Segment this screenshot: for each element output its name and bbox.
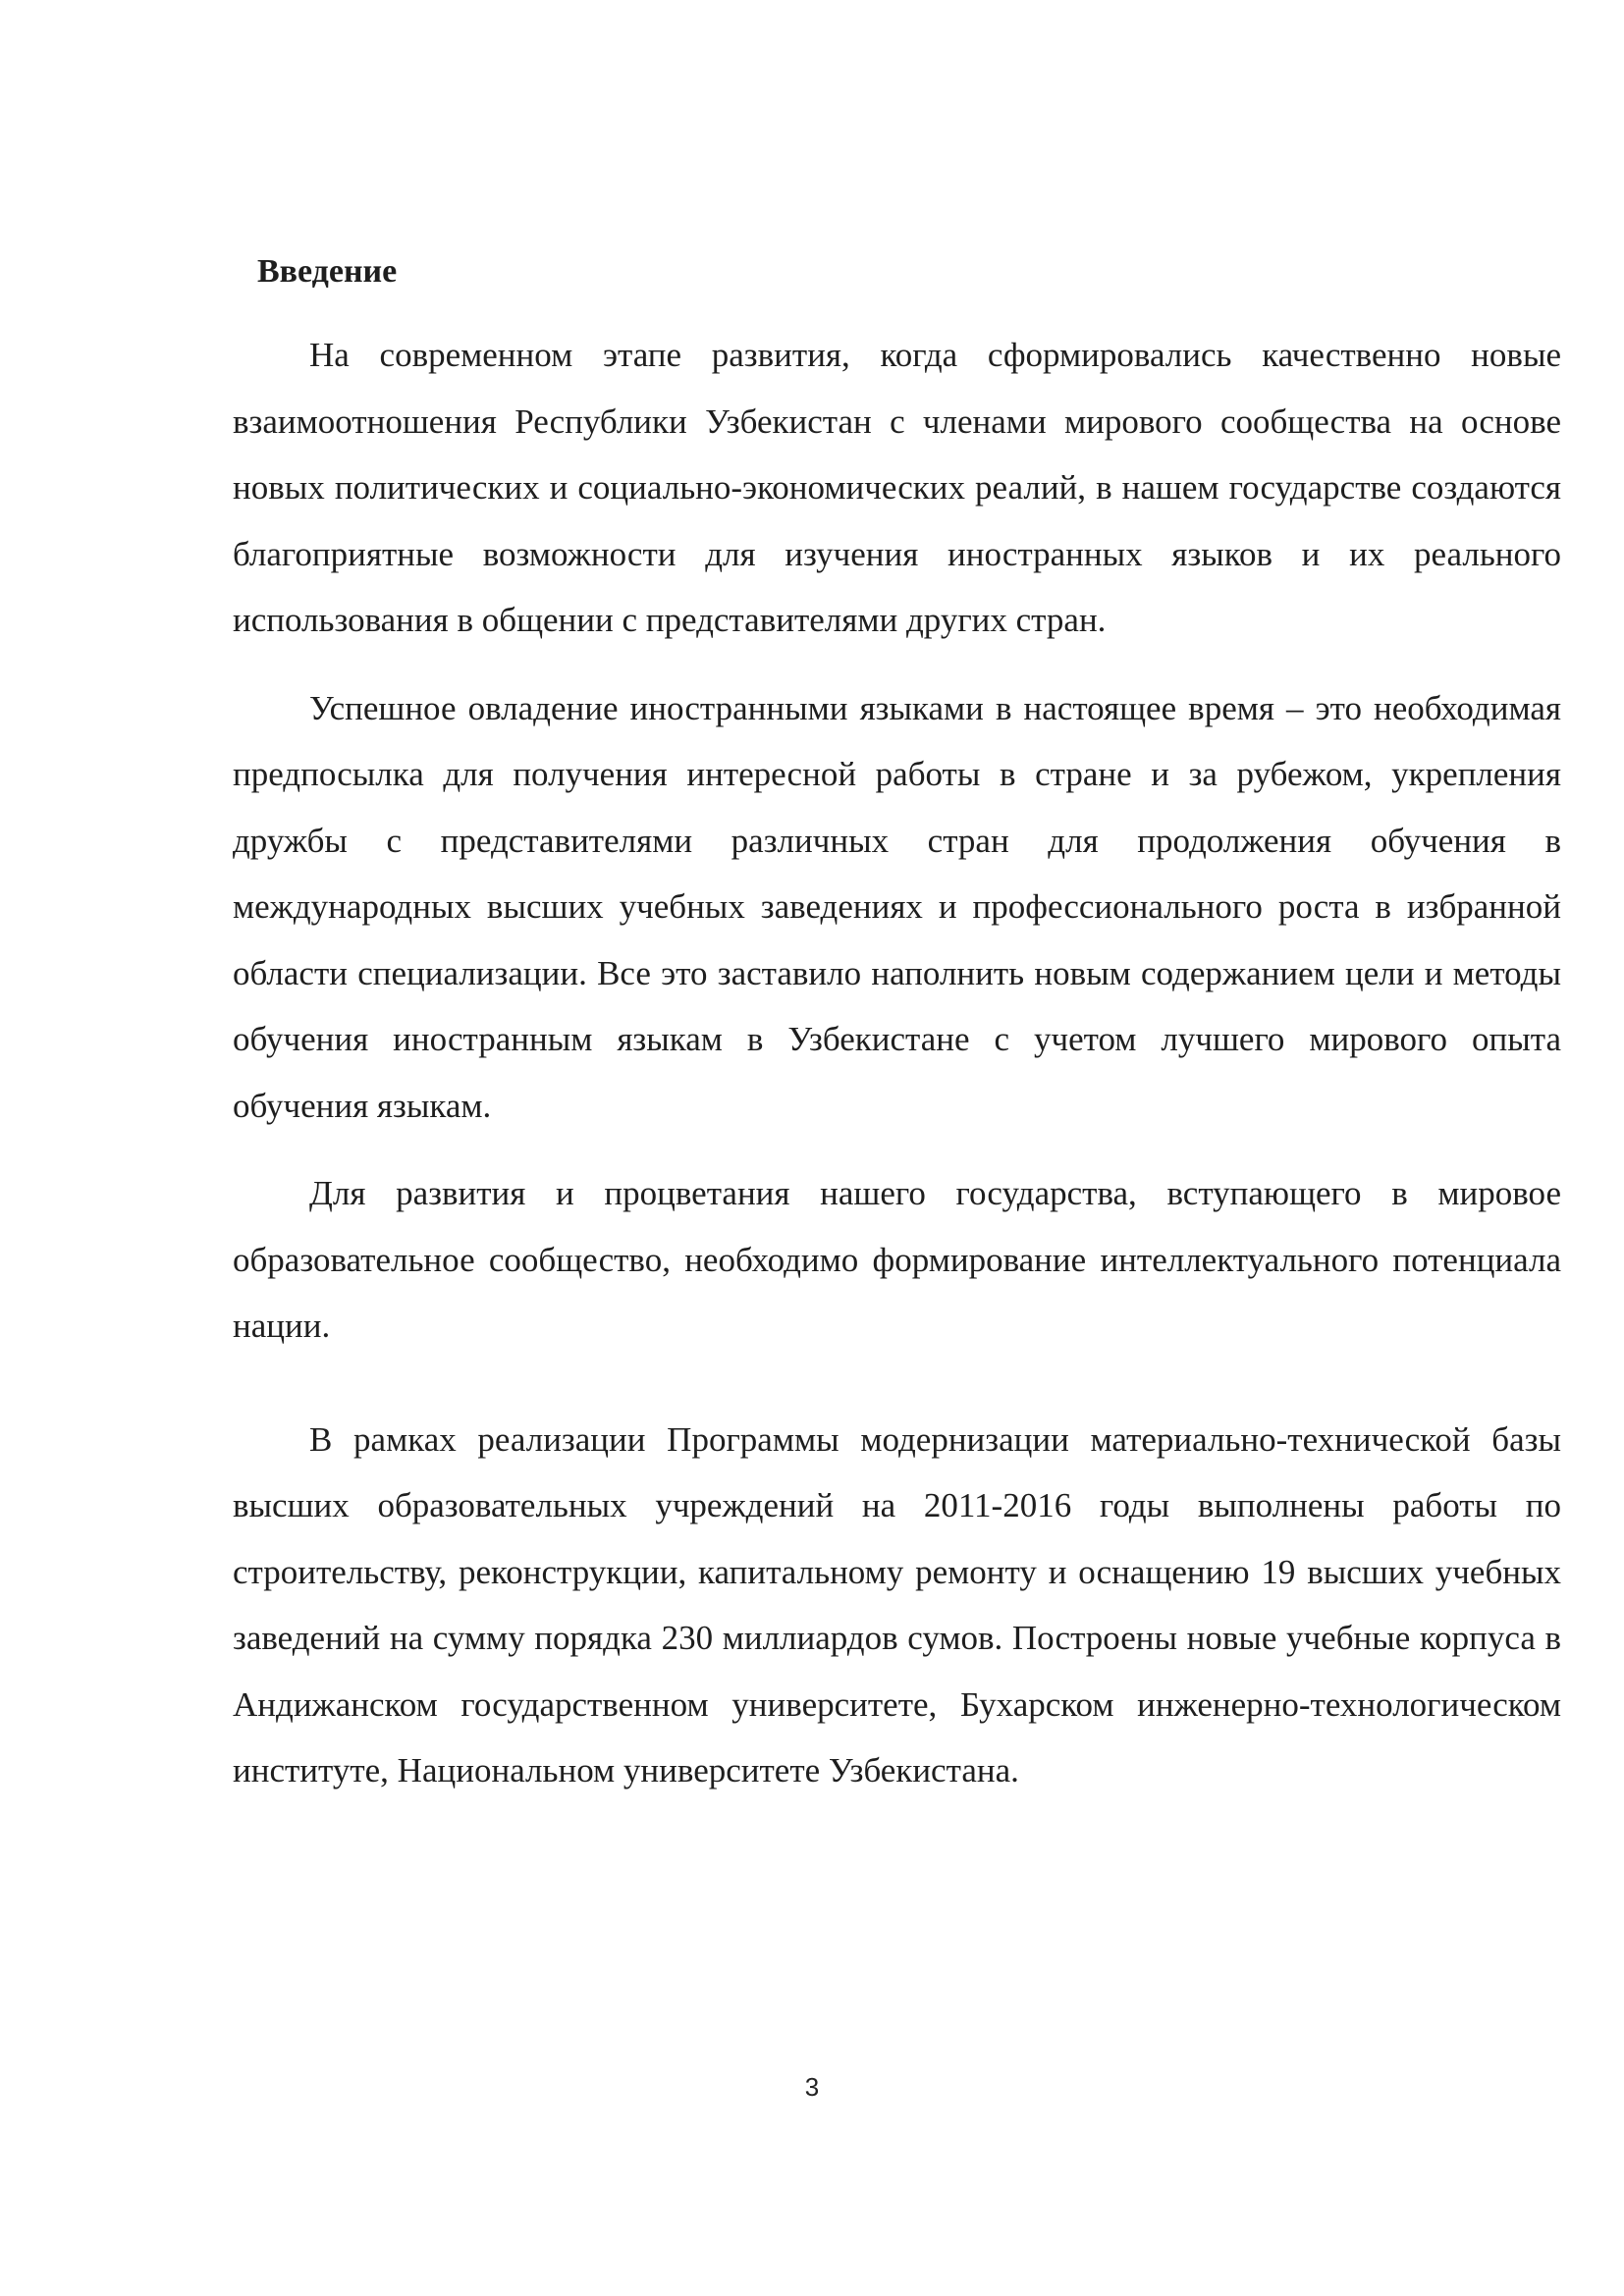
paragraph-4: В рамках реализации Программы модернизации материально-технической базы высших образовательных учреждений на 2011-2016 годы выполнены работы по строительству, реконструкции, капитальному ремонту и оснащению 19 высших учебных заведений на сумму порядка 230 миллиардов сумов. Построены новые учебные корпуса в Андижанском государственном университете, Бухарском инженерно-технологическом институте, Национальном университете Узбекистана. (233, 1419, 1561, 1789)
page-number: 3 (804, 2072, 820, 2102)
page-content (233, 245, 1561, 1826)
section-heading: Введение (257, 253, 398, 290)
paragraph-3: Для развития и процветания нашего государства, вступающего в мировое образовательное сообщество, необходимо формирование интеллектуального потенциала нации. (233, 1174, 1561, 1345)
paragraph-2: Успешное овладение иностранными языками в настоящее время – это необходимая предпосылка для получения интересной работы в стране и за рубежом, укрепления дружбы с представителями различных стран для продолжения обучения в международных высших учебных заведениях и профессионального роста в избранной области специализации. Все это заставило наполнить новым содержанием цели и методы обучения иностранным языкам в Узбекистане с учетом лучшего мирового опыта обучения языкам. (233, 688, 1561, 1125)
paragraph-1: На современном этапе развития, когда сформировались качественно новые взаимоотношения Республики Узбекистан с членами мирового сообщества на основе новых политических и социально-экономических реалий, в нашем государстве создаются благоприятные возможности для изучения иностранных языков и их реального использования в общении с представителями других стран. (233, 336, 1561, 639)
